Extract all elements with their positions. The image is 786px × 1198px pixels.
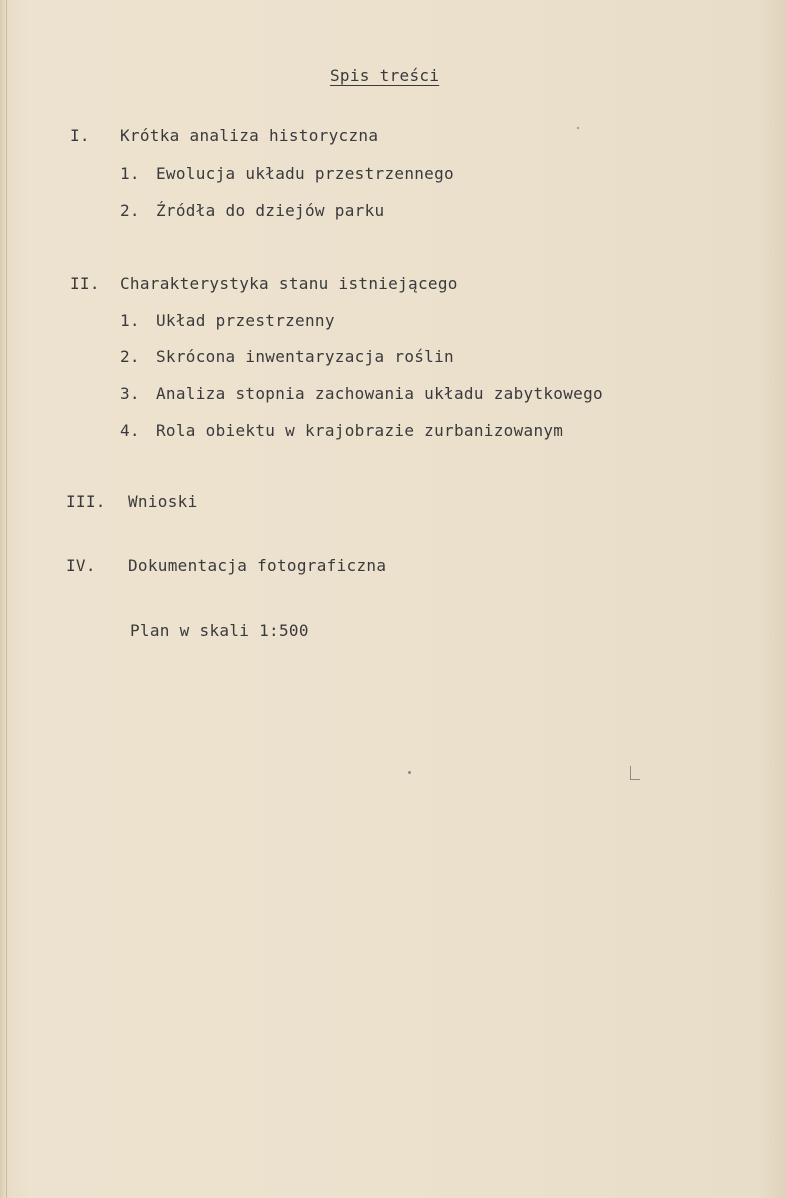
- page-title: Spis treści: [330, 66, 440, 85]
- item-text: Ewolucja układu przestrzennego: [156, 164, 454, 183]
- item-text: Źródła do dziejów parku: [156, 201, 385, 220]
- item-text: Układ przestrzenny: [156, 311, 335, 330]
- page-edge: [6, 0, 7, 1198]
- item-number: 4.: [120, 421, 140, 440]
- section-heading: Charakterystyka stanu istniejącego: [120, 274, 458, 293]
- section-heading: Wnioski: [128, 492, 198, 511]
- section-numeral: III.: [66, 492, 106, 511]
- section-heading: Krótka analiza historyczna: [120, 126, 379, 145]
- item-text: Rola obiektu w krajobrazie zurbanizowanym: [156, 421, 564, 440]
- item-number: 2.: [120, 201, 140, 220]
- section-numeral: IV.: [66, 556, 96, 575]
- item-number: 1.: [120, 311, 140, 330]
- paper-mark: [630, 779, 640, 780]
- paper-speck: [408, 771, 411, 774]
- item-text: Skrócona inwentaryzacja roślin: [156, 347, 454, 366]
- item-number: 3.: [120, 384, 140, 403]
- paper-mark: [630, 766, 631, 780]
- paper-speck: [577, 127, 579, 129]
- section-numeral: I.: [70, 126, 90, 145]
- section-numeral: II.: [70, 274, 100, 293]
- section-heading: Dokumentacja fotograficzna: [128, 556, 387, 575]
- item-number: 1.: [120, 164, 140, 183]
- plan-scale-note: Plan w skali 1:500: [130, 621, 309, 640]
- item-text: Analiza stopnia zachowania układu zabytkowego: [156, 384, 603, 403]
- item-number: 2.: [120, 347, 140, 366]
